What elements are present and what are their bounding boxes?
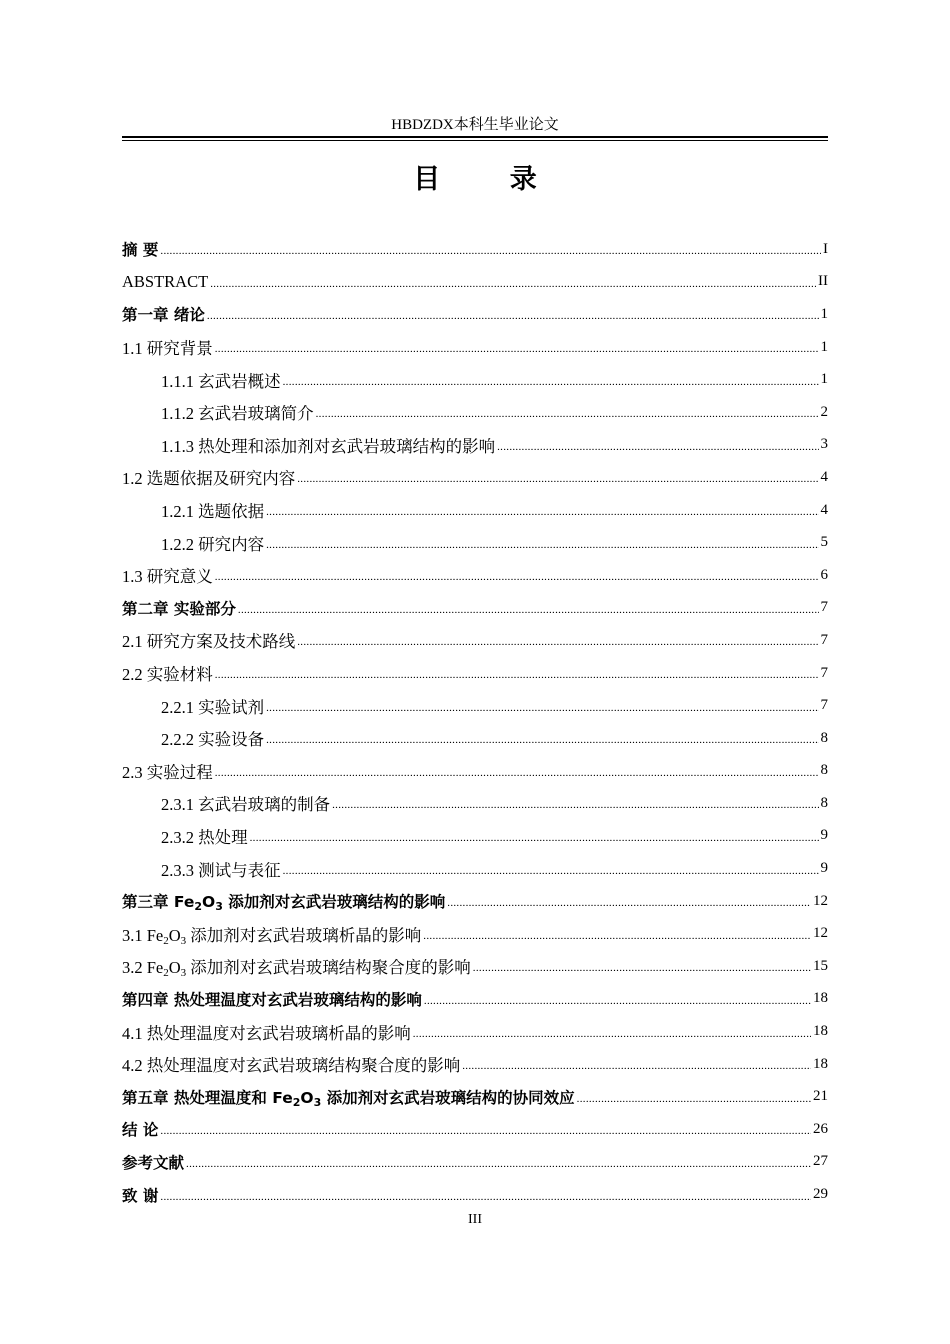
toc-entry[interactable] <box>122 1146 828 1179</box>
dot-leader <box>497 435 818 455</box>
toc-entry[interactable] <box>122 657 828 690</box>
toc-entry[interactable] <box>122 852 828 885</box>
toc-entry[interactable] <box>122 233 828 266</box>
toc-entry-title: 4.2 热处理温度对玄武岩玻璃结构聚合度的影响 <box>122 1056 461 1076</box>
toc-entry-page: 12 <box>813 892 828 909</box>
toc-entry[interactable] <box>122 1080 828 1113</box>
toc-entry-title: 1.1.2 玄武岩玻璃简介 <box>161 404 314 424</box>
dot-leader <box>297 467 818 487</box>
dot-leader <box>266 696 818 716</box>
toc-entry-page: 8 <box>820 729 828 746</box>
toc-entry-title: 1.3 研究意义 <box>122 567 213 587</box>
toc-entry[interactable] <box>122 331 828 364</box>
toc-entry-page: 7 <box>820 697 828 714</box>
toc-entry-title: 3.2 $Fe_2O_3$ 添加剂对玄武岩玻璃结构聚合度的影响 <box>122 958 471 980</box>
toc-entry[interactable] <box>122 363 828 396</box>
toc-entry-page: 2 <box>820 403 828 420</box>
toc-entry-title: 2.1 研究方案及技术路线 <box>122 632 296 652</box>
dot-leader <box>160 239 821 259</box>
toc-entry-title: 1.2.2 研究内容 <box>161 534 265 554</box>
toc-entry[interactable] <box>122 950 828 983</box>
toc-entry-title: 2.2.2 实验设备 <box>161 730 265 750</box>
toc-entry-page: 6 <box>820 566 828 583</box>
dot-leader <box>332 793 818 813</box>
toc-entry-page: 7 <box>820 664 828 681</box>
toc-entry-page: 18 <box>813 1023 828 1040</box>
toc-entry[interactable] <box>122 1178 828 1211</box>
table-of-contents <box>122 233 828 1211</box>
toc-entry-title: 2.3.3 测试与表征 <box>161 860 281 880</box>
toc-entry[interactable] <box>122 820 828 853</box>
toc-entry-title: 2.3 实验过程 <box>122 762 213 782</box>
toc-entry-page: 7 <box>820 599 828 616</box>
dot-leader <box>473 956 811 976</box>
toc-entry[interactable] <box>122 1113 828 1146</box>
toc-entry-title: 1.1.3 热处理和添加剂对玄武岩玻璃结构的影响 <box>161 436 496 456</box>
toc-entry-page: 21 <box>813 1088 828 1105</box>
toc-entry[interactable] <box>122 1048 828 1081</box>
dot-leader <box>266 533 818 553</box>
toc-entry-title: 2.3.1 玄武岩玻璃的制备 <box>161 795 331 815</box>
toc-entry-page: 8 <box>820 794 828 811</box>
dot-leader <box>210 272 816 292</box>
toc-entry-title: ABSTRACT <box>122 271 209 291</box>
toc-entry-page: 15 <box>813 957 828 974</box>
toc-entry[interactable] <box>122 266 828 299</box>
dot-leader <box>577 1087 811 1107</box>
toc-entry[interactable] <box>122 461 828 494</box>
toc-entry-title: 第五章 热处理温度和 $Fe_2O_3$ 添加剂对玄武岩玻璃结构的协同效应 <box>122 1088 575 1109</box>
toc-entry-title: 2.2 实验材料 <box>122 665 213 685</box>
toc-entry[interactable] <box>122 722 828 755</box>
toc-entry-title: 3.1 $Fe_2O_3$ 添加剂对玄武岩玻璃析晶的影响 <box>122 925 422 947</box>
toc-entry-page: 12 <box>813 925 828 942</box>
dot-leader <box>238 598 819 618</box>
toc-entry[interactable] <box>122 917 828 950</box>
toc-entry-page: I <box>823 240 828 257</box>
dot-leader <box>424 989 811 1009</box>
toc-entry-title: 2.2.1 实验试剂 <box>161 697 265 717</box>
toc-entry[interactable] <box>122 1015 828 1048</box>
toc-entry[interactable] <box>122 298 828 331</box>
dot-leader <box>160 1185 811 1205</box>
toc-entry[interactable] <box>122 755 828 788</box>
toc-entry-page: 18 <box>813 990 828 1007</box>
dot-leader <box>447 891 811 911</box>
dot-leader <box>413 1022 811 1042</box>
dot-leader <box>283 370 819 390</box>
dot-leader <box>423 924 811 944</box>
toc-entry-page: 27 <box>813 1153 828 1170</box>
header-rule-thin <box>122 140 828 141</box>
toc-entry-title: 摘 要 <box>122 241 159 260</box>
page-title: 目 录 <box>413 164 567 195</box>
toc-entry[interactable] <box>122 559 828 592</box>
toc-entry-title: 致 谢 <box>122 1186 159 1205</box>
dot-leader <box>266 500 818 520</box>
dot-leader <box>186 1152 811 1172</box>
dot-leader <box>215 337 819 357</box>
header-rule-thick <box>122 136 828 138</box>
dot-leader <box>160 1119 811 1139</box>
toc-entry-page: II <box>818 273 828 290</box>
toc-entry-title: 2.3.2 热处理 <box>161 827 248 847</box>
toc-entry[interactable] <box>122 787 828 820</box>
toc-entry[interactable] <box>122 396 828 429</box>
dot-leader <box>215 663 819 683</box>
toc-entry-page: 1 <box>820 305 828 322</box>
dot-leader <box>462 1054 811 1074</box>
toc-entry-page: 3 <box>820 436 828 453</box>
toc-entry-title: 4.1 热处理温度对玄武岩玻璃析晶的影响 <box>122 1023 411 1043</box>
toc-entry-page: 29 <box>813 1186 828 1203</box>
toc-entry[interactable] <box>122 494 828 527</box>
toc-entry[interactable] <box>122 526 828 559</box>
toc-entry-title: 第二章 实验部分 <box>122 599 236 618</box>
dot-leader <box>297 630 818 650</box>
dot-leader <box>266 728 818 748</box>
dot-leader <box>283 859 819 879</box>
toc-entry-page: 8 <box>820 762 828 779</box>
toc-entry-page: 1 <box>820 371 828 388</box>
toc-entry-title: 第三章 $Fe_2O_3$ 添加剂对玄武岩玻璃结构的影响 <box>122 893 446 914</box>
toc-entry-title: 1.1.1 玄武岩概述 <box>161 371 281 391</box>
toc-entry-title: 1.1 研究背景 <box>122 339 213 359</box>
page-number: III <box>468 1212 482 1227</box>
toc-entry[interactable] <box>122 983 828 1016</box>
dot-leader <box>215 565 819 585</box>
toc-entry-page: 1 <box>820 338 828 355</box>
dot-leader <box>207 304 819 324</box>
toc-entry-page: 9 <box>820 827 828 844</box>
running-header: HBDZDX本科生毕业论文 <box>391 117 559 133</box>
toc-entry-title: 结 论 <box>122 1121 159 1140</box>
toc-entry-page: 18 <box>813 1055 828 1072</box>
toc-entry-title: 参考文献 <box>122 1153 185 1172</box>
toc-entry-title: 第四章 热处理温度对玄武岩玻璃结构的影响 <box>122 990 422 1009</box>
toc-entry[interactable] <box>122 592 828 625</box>
toc-entry-page: 9 <box>820 860 828 877</box>
toc-entry-title: 1.2 选题依据及研究内容 <box>122 469 296 489</box>
toc-entry[interactable] <box>122 689 828 722</box>
toc-entry[interactable] <box>122 429 828 462</box>
toc-entry-page: 7 <box>820 631 828 648</box>
toc-entry-title: 1.2.1 选题依据 <box>161 502 265 522</box>
dot-leader <box>250 826 819 846</box>
dot-leader <box>215 761 819 781</box>
toc-entry-page: 4 <box>820 501 828 518</box>
toc-entry-page: 5 <box>820 534 828 551</box>
toc-entry-page: 4 <box>820 468 828 485</box>
toc-entry[interactable] <box>122 624 828 657</box>
toc-entry-page: 26 <box>813 1120 828 1137</box>
toc-entry-title: 第一章 绪论 <box>122 306 205 325</box>
dot-leader <box>316 402 819 422</box>
toc-entry[interactable] <box>122 885 828 918</box>
